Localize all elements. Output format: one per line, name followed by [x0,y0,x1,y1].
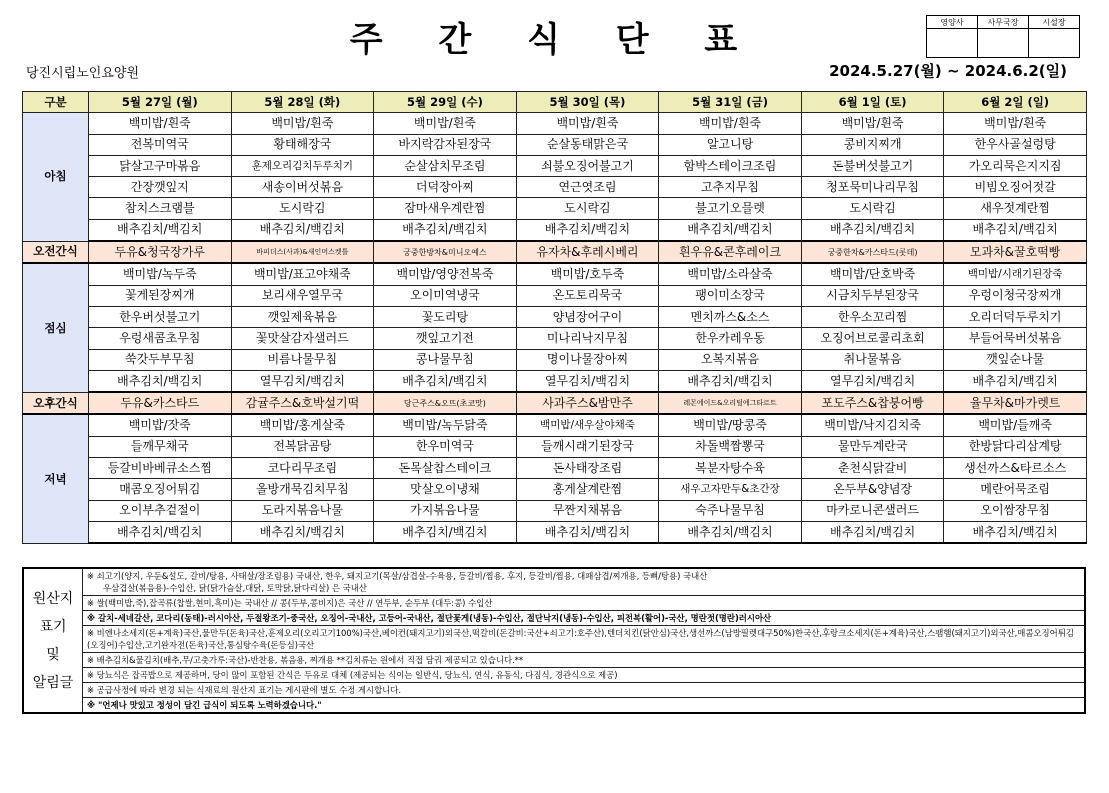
notice-text: ※ 쇠고기(양지, 우둔&설도, 갈비/탕용, 사태살/장조림용) 국내산, 한우, 돼지고기(목살/삼겹살-수육용, 등갈비/찜용, 후지, 등갈비/찜용, 대패삼겹/찌개용, 등뼈/탕용) 국내산 [87,571,708,581]
menu-item: 명이나물장아찌 [516,349,659,370]
day-header: 5월 28일 (화) [231,92,374,113]
notice-line-fish: ※ 갈치-세네갈산, 코다리(동태)-러시아산, 두절왕조기-중국산, 오징어-국내산, 고등어-국내산, 절단꽃게(냉동)-수입산, 절단낙지(냉동)-수입산, 피전복(활어)-국산, 명란젓(명란)러시아산 [83,611,1086,626]
menu-item: 취나물볶음 [801,349,944,370]
menu-item: 함박스테이크조림 [659,155,802,176]
menu-item: 깻잎순나물 [944,349,1087,370]
lunch-row [23,370,1087,392]
snack-item: 모과차&꿀호떡빵 [944,241,1087,263]
menu-item: 새우젓계란찜 [944,198,1087,219]
menu-item: 배추김치/백김치 [516,521,659,543]
breakfast-row [23,177,1087,198]
day-header: 5월 30일 (목) [516,92,659,113]
page-title: 주 간 식 단 표 [349,20,760,60]
notice-line-slogan: ※ "언제나 맛있고 정성이 담긴 급식이 되도록 노력하겠습니다." [83,698,1086,714]
snack-item: 사과주스&밤만주 [516,392,659,414]
menu-item: 오이쌈장무침 [944,500,1087,521]
menu-item: 열무김치/백김치 [516,370,659,392]
menu-item: 양념장어구이 [516,306,659,327]
menu-item: 백미밥/표고야채죽 [231,263,374,285]
menu-item: 한우카레우동 [659,328,802,349]
menu-item: 비름나물무침 [231,349,374,370]
menu-item: 백미밥/흰죽 [659,113,802,134]
corner-label: 구분 [23,92,89,113]
snack-item: 두유&청국장가루 [89,241,232,263]
breakfast-row [23,198,1087,219]
snack-item: 궁중한방차&미니오예스 [374,241,517,263]
menu-item: 백미밥/땅콩죽 [659,414,802,436]
menu-item: 새송이버섯볶음 [231,177,374,198]
menu-item: 배추김치/백김치 [659,521,802,543]
breakfast-row [23,134,1087,155]
menu-item: 배추김치/백김치 [516,219,659,241]
menu-item: 새우고자만두&초간장 [659,479,802,500]
menu-item: 차돌백짬뽕국 [659,436,802,457]
menu-item: 도라지볶음나물 [231,500,374,521]
menu-item: 연근엿조림 [516,177,659,198]
menu-item: 복분자탕수육 [659,458,802,479]
notice-line-grain: ※ 쌀(백미밥,죽),잡곡류(찹쌀,현미,흑미)는 국내산 // 콩(두부,콩비지)은 국산 // 연두부, 순두부 (대두:콩) 수입산 [83,596,1086,611]
menu-item: 고추지무침 [659,177,802,198]
menu-item: 백미밥/흰죽 [944,113,1087,134]
menu-item: 꽃도리탕 [374,306,517,327]
menu-item: 알고니탕 [659,134,802,155]
day-header: 5월 29일 (수) [374,92,517,113]
lunch-row [23,263,1087,285]
menu-item: 백미밥/홍게살죽 [231,414,374,436]
dinner-row [23,436,1087,457]
menu-item: 오징어브로콜리초회 [801,328,944,349]
notice-line-kimchi: ※ 배추김치&물김치(배추,무/고춧가루:국산)-반찬용, 볶음용, 찌개용 **김치류는 원에서 직접 담궈 제공되고 있습니다.** [83,653,1086,668]
am-snack-label: 오전간식 [23,241,89,263]
menu-item: 잠마새우계란찜 [374,198,517,219]
breakfast-label: 아침 [23,113,89,241]
approval-office-manager: 사무국장 [978,16,1029,29]
menu-item: 오리더덕두루치기 [944,306,1087,327]
pm-snack-label: 오후간식 [23,392,89,414]
notice-line-meat [83,568,1086,596]
breakfast-row [23,113,1087,134]
dinner-row [23,414,1087,436]
day-header: 5월 31일 (금) [659,92,802,113]
menu-item: 청포묵미나리무침 [801,177,944,198]
menu-item: 홍게살계란찜 [516,479,659,500]
menu-item: 돈목살찹스테이크 [374,458,517,479]
menu-item: 백미밥/흰죽 [374,113,517,134]
menu-item: 꽃맛살감자샐러드 [231,328,374,349]
menu-item: 백미밥/새우살야채죽 [516,414,659,436]
menu-item: 들깨시래기된장국 [516,436,659,457]
menu-item: 보리새우열무국 [231,285,374,306]
menu-item: 온두부&양념장 [801,479,944,500]
lunch-row [23,349,1087,370]
menu-item: 전복미역국 [89,134,232,155]
menu-item: 배추김치/백김치 [374,370,517,392]
menu-item: 멘치까스&소스 [659,306,802,327]
breakfast-row [23,155,1087,176]
menu-item: 무짠지채볶음 [516,500,659,521]
snack-item: 감귤주스&호박설기떡 [231,392,374,414]
menu-period: 2024.5.27(월) ~ 2024.6.2(일) [829,62,1067,80]
day-header: 6월 2일 (일) [944,92,1087,113]
snack-item: 율무차&마가렛트 [944,392,1087,414]
menu-item: 참치스크램블 [89,198,232,219]
menu-item: 배추김치/백김치 [659,370,802,392]
menu-item: 꽃게된장찌개 [89,285,232,306]
snack-item: 두유&카스타드 [89,392,232,414]
menu-item: 순살삼치무조림 [374,155,517,176]
menu-item: 배추김치/백김치 [801,219,944,241]
menu-item: 불고기오믈렛 [659,198,802,219]
approval-sign-cell [1029,29,1080,58]
menu-item: 깻잎제육볶음 [231,306,374,327]
menu-item: 가지볶음나물 [374,500,517,521]
menu-item: 도시락김 [516,198,659,219]
menu-item: 배추김치/백김치 [374,521,517,543]
menu-item: 전복닭곰탕 [231,436,374,457]
menu-item: 백미밥/흰죽 [516,113,659,134]
notice-header [23,568,83,713]
menu-item: 배추김치/백김치 [801,521,944,543]
menu-item: 맛살오이냉채 [374,479,517,500]
menu-item: 코다리무조림 [231,458,374,479]
menu-item: 시금치두부된장국 [801,285,944,306]
notice-text: 우삼겹살(볶음용)-수입산, 닭(닭가슴살,대닭, 토막닭,닭다리살) 은 국내산 [103,583,367,593]
menu-item: 비빔오징어젓갈 [944,177,1087,198]
approval-dietitian: 영양사 [927,16,978,29]
menu-item: 백미밥/시래기된장죽 [944,263,1087,285]
day-header-row [23,92,1087,113]
notice-header-line: 알림글 [32,674,74,691]
menu-item: 백미밥/들깨죽 [944,414,1087,436]
snack-item: 포도주스&찹붕어빵 [801,392,944,414]
menu-item: 미나리낙지무침 [516,328,659,349]
snack-item: 바피더스(사과)&새인머스켓틀 [231,241,374,263]
menu-item: 배추김치/백김치 [374,219,517,241]
menu-item: 한우버섯불고기 [89,306,232,327]
menu-item: 들깨무채국 [89,436,232,457]
menu-item: 황태해장국 [231,134,374,155]
menu-item: 훈제오리김치두루치기 [231,155,374,176]
pm-snack-row [23,392,1087,414]
notice-line-diabetic: ※ 당뇨식은 잡곡밥으로 제공하며, 당이 많이 포함된 간식은 두유로 대체 (제공되는 식이는 일반식, 당뇨식, 연식, 유동식, 다짐식, 경관식으로 제공) [83,668,1086,683]
menu-item: 춘천식닭갈비 [801,458,944,479]
notice-line-processed: ※ 비엔나소세지(돈+계육)국산,물만두(돈육)국산,훈제오리(오리고기100%)국산,베이컨(돼지고기)외국산,떡갈비(돈갈비:국산+쇠고기:호주산),텐더치킨(닭안심)국산,생선까스(남방필렛대구50%)한국산,후랑크소세지(돈+계육)국산,스팸햄(돼지고기)외국산,매콤오징어튀김(오징어)수입산,고기완자전(돈육)국산,통심탕수육(돈등심)국산 [83,626,1086,653]
menu-item: 콩나물무침 [374,349,517,370]
menu-item: 마카로니콘샐러드 [801,500,944,521]
menu-item: 도시락김 [231,198,374,219]
lunch-row [23,306,1087,327]
menu-item: 깻잎고기전 [374,328,517,349]
approval-box [926,15,1080,58]
snack-item: 궁중한차&카스타드(롯데) [801,241,944,263]
menu-item: 가오리묵은지지짐 [944,155,1087,176]
menu-item: 등갈비바베큐소스찜 [89,458,232,479]
lunch-row [23,328,1087,349]
menu-item: 배추김치/백김치 [944,521,1087,543]
menu-item: 온도토리묵국 [516,285,659,306]
approval-director: 시설장 [1029,16,1080,29]
menu-item: 배추김치/백김치 [89,521,232,543]
menu-item: 배추김치/백김치 [944,370,1087,392]
breakfast-row [23,219,1087,241]
lunch-label: 점심 [23,263,89,392]
menu-item: 배추김치/백김치 [89,219,232,241]
menu-item: 물만두계란국 [801,436,944,457]
menu-item: 숙주나물무침 [659,500,802,521]
snack-item: 흰우유&콘후레이크 [659,241,802,263]
menu-item: 순살동태맑은국 [516,134,659,155]
menu-item: 더덕장아찌 [374,177,517,198]
menu-item: 오이미역냉국 [374,285,517,306]
day-header: 6월 1일 (토) [801,92,944,113]
menu-item: 백미밥/소라살죽 [659,263,802,285]
menu-item: 돈사태장조림 [516,458,659,479]
menu-item: 백미밥/흰죽 [801,113,944,134]
menu-item: 생선까스&타르소스 [944,458,1087,479]
notice-header-line: 원산지 [32,590,74,607]
origin-notice-table [22,567,1086,714]
menu-item: 오복지볶음 [659,349,802,370]
snack-item: 유자차&후레시베리 [516,241,659,263]
menu-item: 한우사골설렁탕 [944,134,1087,155]
notice-line-supply: ※ 공급사정에 따라 변경 되는 식재료의 원산지 표기는 게시판에 별도 수정 게시합니다. [83,683,1086,698]
menu-item: 간장깻잎지 [89,177,232,198]
menu-item: 배추김치/백김치 [89,370,232,392]
am-snack-row [23,241,1087,263]
menu-item: 메란어묵조림 [944,479,1087,500]
approval-sign-cell [978,29,1029,58]
menu-item: 백미밥/잣죽 [89,414,232,436]
lunch-row [23,285,1087,306]
menu-item: 도시락김 [801,198,944,219]
weekly-menu-table [22,91,1087,544]
menu-item: 배추김치/백김치 [659,219,802,241]
menu-item: 팽이미소장국 [659,285,802,306]
menu-item: 백미밥/호두죽 [516,263,659,285]
menu-item: 열무김치/백김치 [801,370,944,392]
menu-item: 한우소꼬리찜 [801,306,944,327]
menu-item: 백미밥/녹두죽 [89,263,232,285]
menu-item: 한방닭다리삼계탕 [944,436,1087,457]
menu-item: 바지락감자된장국 [374,134,517,155]
dinner-label: 저녁 [23,414,89,543]
menu-item: 백미밥/단호박죽 [801,263,944,285]
menu-item: 백미밥/흰죽 [231,113,374,134]
approval-sign-cell [927,29,978,58]
menu-item: 우렁새콤초무침 [89,328,232,349]
menu-item: 오이부추겉절이 [89,500,232,521]
menu-item: 우렁이청국장찌개 [944,285,1087,306]
notice-header-line: 및 [46,646,60,663]
day-header: 5월 27일 (월) [89,92,232,113]
dinner-row [23,500,1087,521]
dinner-row [23,479,1087,500]
snack-item: 레몬에이드&오리털에그타르트 [659,392,802,414]
menu-item: 배추김치/백김치 [231,521,374,543]
menu-item: 돈불버섯불고기 [801,155,944,176]
menu-item: 부들어묵버섯볶음 [944,328,1087,349]
menu-item: 닭살고구마볶음 [89,155,232,176]
menu-item: 쑥갓두부무침 [89,349,232,370]
notice-header-line: 표기 [39,618,67,635]
menu-item: 배추김치/백김치 [231,219,374,241]
menu-item: 백미밥/영양전복죽 [374,263,517,285]
dinner-row [23,458,1087,479]
menu-item: 한우미역국 [374,436,517,457]
menu-item: 올방개묵김치무침 [231,479,374,500]
snack-item: 당근주스&오뜨(초코맛) [374,392,517,414]
menu-item: 쇠불오징어불고기 [516,155,659,176]
menu-item: 백미밥/낙지김치죽 [801,414,944,436]
menu-item: 매콤오징어튀김 [89,479,232,500]
menu-item: 백미밥/녹두닭죽 [374,414,517,436]
menu-item: 콩비지찌개 [801,134,944,155]
organization-name: 당진시립노인요양원 [26,66,140,81]
dinner-row [23,521,1087,543]
menu-item: 백미밥/흰죽 [89,113,232,134]
menu-item: 열무김치/백김치 [231,370,374,392]
menu-item: 배추김치/백김치 [944,219,1087,241]
